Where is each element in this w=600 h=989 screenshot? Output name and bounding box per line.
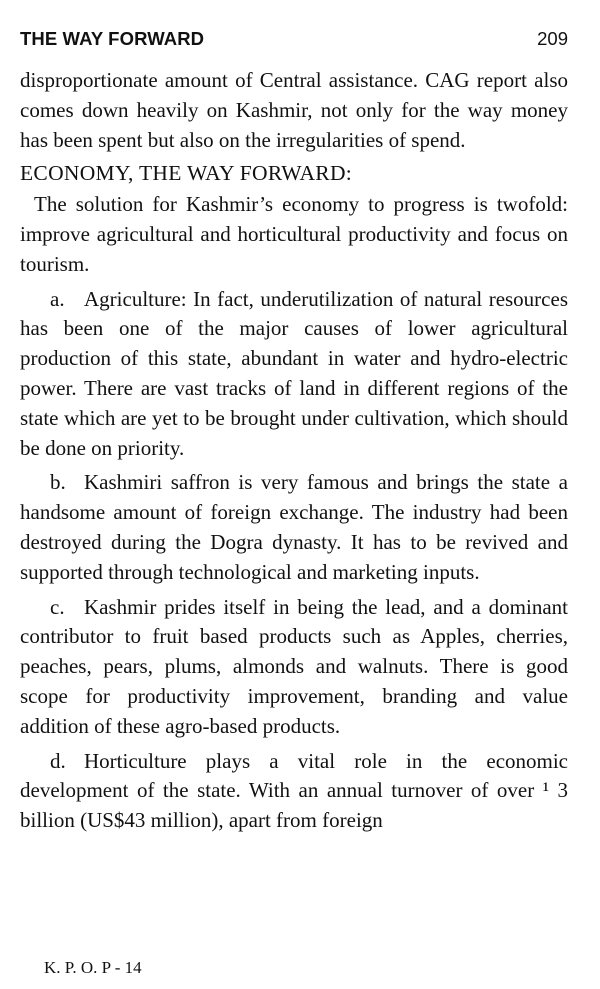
list-item-a (20, 285, 568, 464)
item-label: c. (50, 594, 65, 619)
section-heading: ECONOMY, THE WAY FORWARD: (20, 161, 353, 186)
signature-mark: K. P. O. P - 14 (44, 958, 142, 977)
list-item-c (20, 593, 568, 742)
running-head: THE WAY FORWARD (20, 28, 205, 49)
item-label: a. (50, 286, 65, 311)
item-text: Kashmir prides itself in being the lead, and a dominant contributor to fruit based products such as Apples, cherries, peaches, pears, plums, almonds and walnuts. There is good scope for productivity improvement, branding and value addition of these agro-based products. (20, 594, 568, 738)
item-text: Horticulture plays a vital role in the economic development of the state. With an annual turnover of over ¹ 3 billion (US$43 million), apart from foreign (20, 748, 568, 833)
list-item-b (20, 468, 568, 587)
item-label: b. (50, 470, 66, 495)
body-text (20, 66, 568, 836)
continued-paragraph: disproportionate amount of Central assistance. CAG report also comes down heavily on Kashmir, not only for the way money has been spent but also on the irregularities of spend. (20, 68, 568, 152)
list-item-d (20, 747, 568, 836)
intro-paragraph: The solution for Kashmir’s economy to progress is twofold: improve agricultural and horticultural productivity and focus on tourism. (20, 192, 568, 276)
page-header (20, 28, 568, 54)
item-label: d. (50, 748, 66, 773)
item-text: Agriculture: In fact, underutilization of natural resources has been one of the major causes of lower agricultural production of this state, abundant in water and hydro-electric power. There are vast tracks of land in different regions of the state which are yet to be brought under cultivation, which should be done on priority. (20, 286, 568, 460)
page-number: 209 (537, 28, 568, 49)
item-text: Kashmiri saffron is very famous and brings the state a handsome amount of foreign exchange. The industry had been destroyed during the Dogra dynasty. It has to be revived and supported through technological and marketing inputs. (20, 470, 568, 584)
